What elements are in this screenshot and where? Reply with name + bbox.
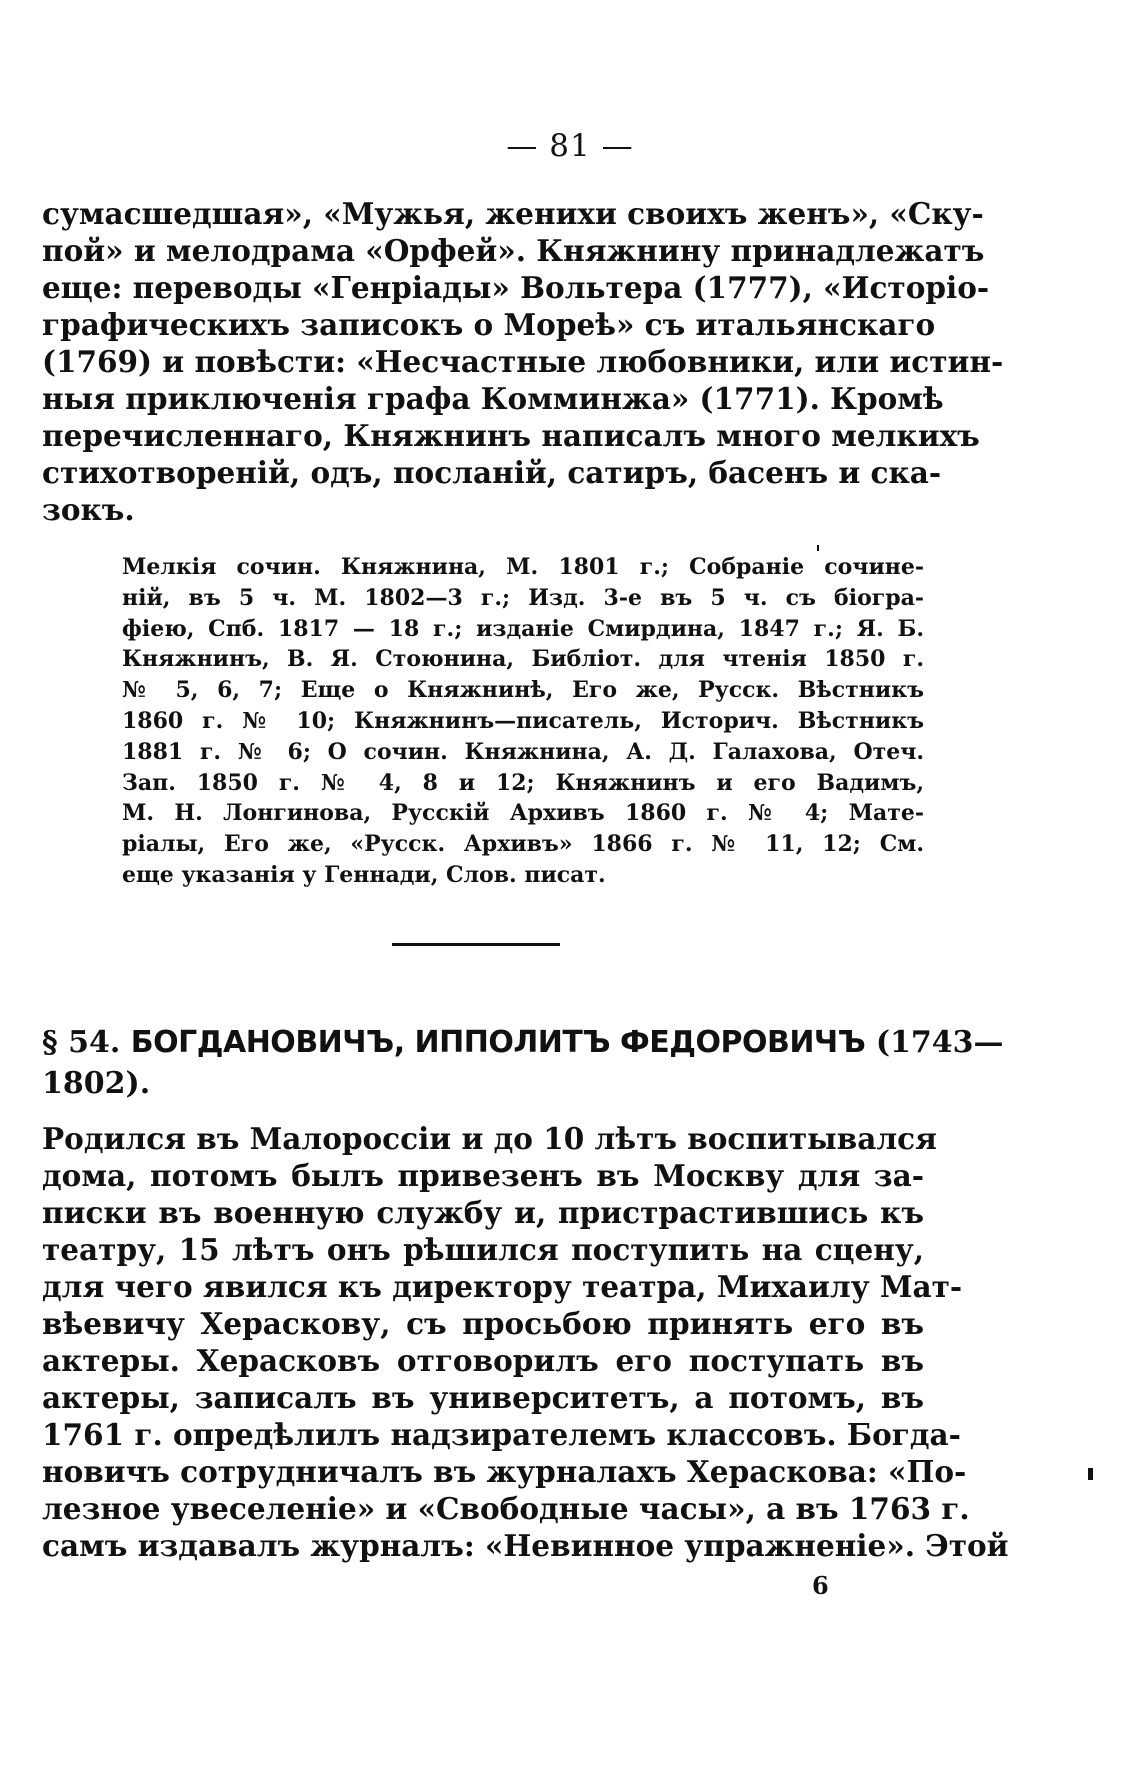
text-line: еще: переводы «Генріады» Вольтера (1777), «Исторіо- xyxy=(42,270,990,305)
text-line: дома, потомъ былъ привезенъ въ Москву для за- xyxy=(42,1158,924,1193)
reference-line: ній, въ 5 ч. М. 1802—3 г.; Изд. 3-е въ 5 ч. съ біогра- xyxy=(122,584,924,611)
heading-line xyxy=(42,1063,924,1104)
text-line: (1769) и повѣсти: «Несчастные любовники, или истин- xyxy=(42,344,1004,379)
text-line: актеры. Херасковъ отговорилъ его поступать въ xyxy=(42,1343,924,1378)
text-line: зокъ. xyxy=(42,492,135,527)
text-line: лезное увеселеніе» и «Свободные часы», а въ 1763 г. xyxy=(42,1491,970,1526)
section-years-end: 1802). xyxy=(42,1066,151,1101)
text-line: графическихъ записокъ о Мореѣ» съ итальянскаго xyxy=(42,307,936,342)
reference-line: Зап. 1850 г. № 4, 8 и 12; Княжнинъ и его Вадимъ, xyxy=(122,769,924,796)
paragraph-top xyxy=(42,195,1004,528)
text-line: пой» и мелодрама «Орфей». Княжнину принадлежатъ xyxy=(42,233,985,268)
text-line: 1761 г. опредѣлилъ надзирателемъ классовъ. Богда- xyxy=(42,1417,961,1452)
text-line: стихотвореній, одъ, посланій, сатиръ, басенъ и ска- xyxy=(42,455,942,490)
references-block xyxy=(122,552,924,891)
reference-line: ріалы, Его же, «Русск. Архивъ» 1866 г. № 11, 12; См. xyxy=(122,831,924,858)
reference-line: М. Н. Лонгинова, Русскій Архивъ 1860 г. № 4; Мате- xyxy=(122,800,924,827)
section-heading xyxy=(42,1022,1004,1104)
text-line: писки въ военную службу и, пристрастившись къ xyxy=(42,1195,924,1230)
text-line: новичъ сотрудничалъ въ журналахъ Хераскова: «По- xyxy=(42,1454,967,1489)
section-years-start: (1743— xyxy=(875,1025,1004,1060)
print-speck xyxy=(1088,1468,1093,1480)
reference-line: еще указанія у Геннади, Слов. писат. xyxy=(122,861,606,888)
text-line: ныя приключенія графа Комминжа» (1771). Кромѣ xyxy=(42,381,944,416)
section-number: § 54. xyxy=(42,1025,121,1060)
reference-line: Мелкія сочин. Княжнина, М. 1801 г.; Собраніе сочине- xyxy=(122,554,924,580)
text-line: перечисленнаго, Княжнинъ написалъ много мелкихъ xyxy=(42,418,980,453)
reference-line: 1881 г. № 6; О сочин. Княжнина, А. Д. Галахова, Отеч. xyxy=(122,738,924,765)
page-number: — 81 — xyxy=(506,128,634,164)
reference-line: № 5, 6, 7; Еще о Княжнинѣ, Его же, Русск. Вѣстникъ xyxy=(122,677,924,704)
reference-line: фіею, Спб. 1817 — 18 г.; изданіе Смирдина, 1847 г.; Я. Б. xyxy=(122,615,924,642)
reference-line: Княжнинъ, В. Я. Стоюнина, Библіот. для чтенія 1850 г. xyxy=(122,646,924,673)
print-speck xyxy=(817,545,819,551)
paragraph-bottom xyxy=(42,1120,1009,1564)
section-title: БОГДАНОВИЧЪ, ИППОЛИТЪ ФЕДОРОВИЧЪ xyxy=(130,1025,866,1060)
heading-line xyxy=(42,1022,1004,1063)
text-line: для чего явился къ директору театра, Михаилу Мат- xyxy=(42,1269,963,1304)
text-line: актеры, записалъ въ университетъ, а потомъ, въ xyxy=(42,1380,924,1415)
text-line: Родился въ Малороссіи и до 10 лѣтъ воспитывался xyxy=(42,1121,937,1156)
text-line: сумасшедшая», «Мужья, женихи своихъ женъ», «Ску- xyxy=(42,196,984,231)
text-line: вѣевичу Хераскову, съ просьбою принять его въ xyxy=(42,1306,924,1341)
section-divider xyxy=(392,943,560,946)
text-line: театру, 15 лѣтъ онъ рѣшился поступить на сцену, xyxy=(42,1232,924,1267)
signature-mark: 6 xyxy=(812,1571,829,1600)
reference-line: 1860 г. № 10; Княжнинъ—писатель, Историч. Вѣстникъ xyxy=(122,707,924,734)
text-line: самъ издавалъ журналъ: «Невинное упражненіе». Этой xyxy=(42,1528,1009,1563)
